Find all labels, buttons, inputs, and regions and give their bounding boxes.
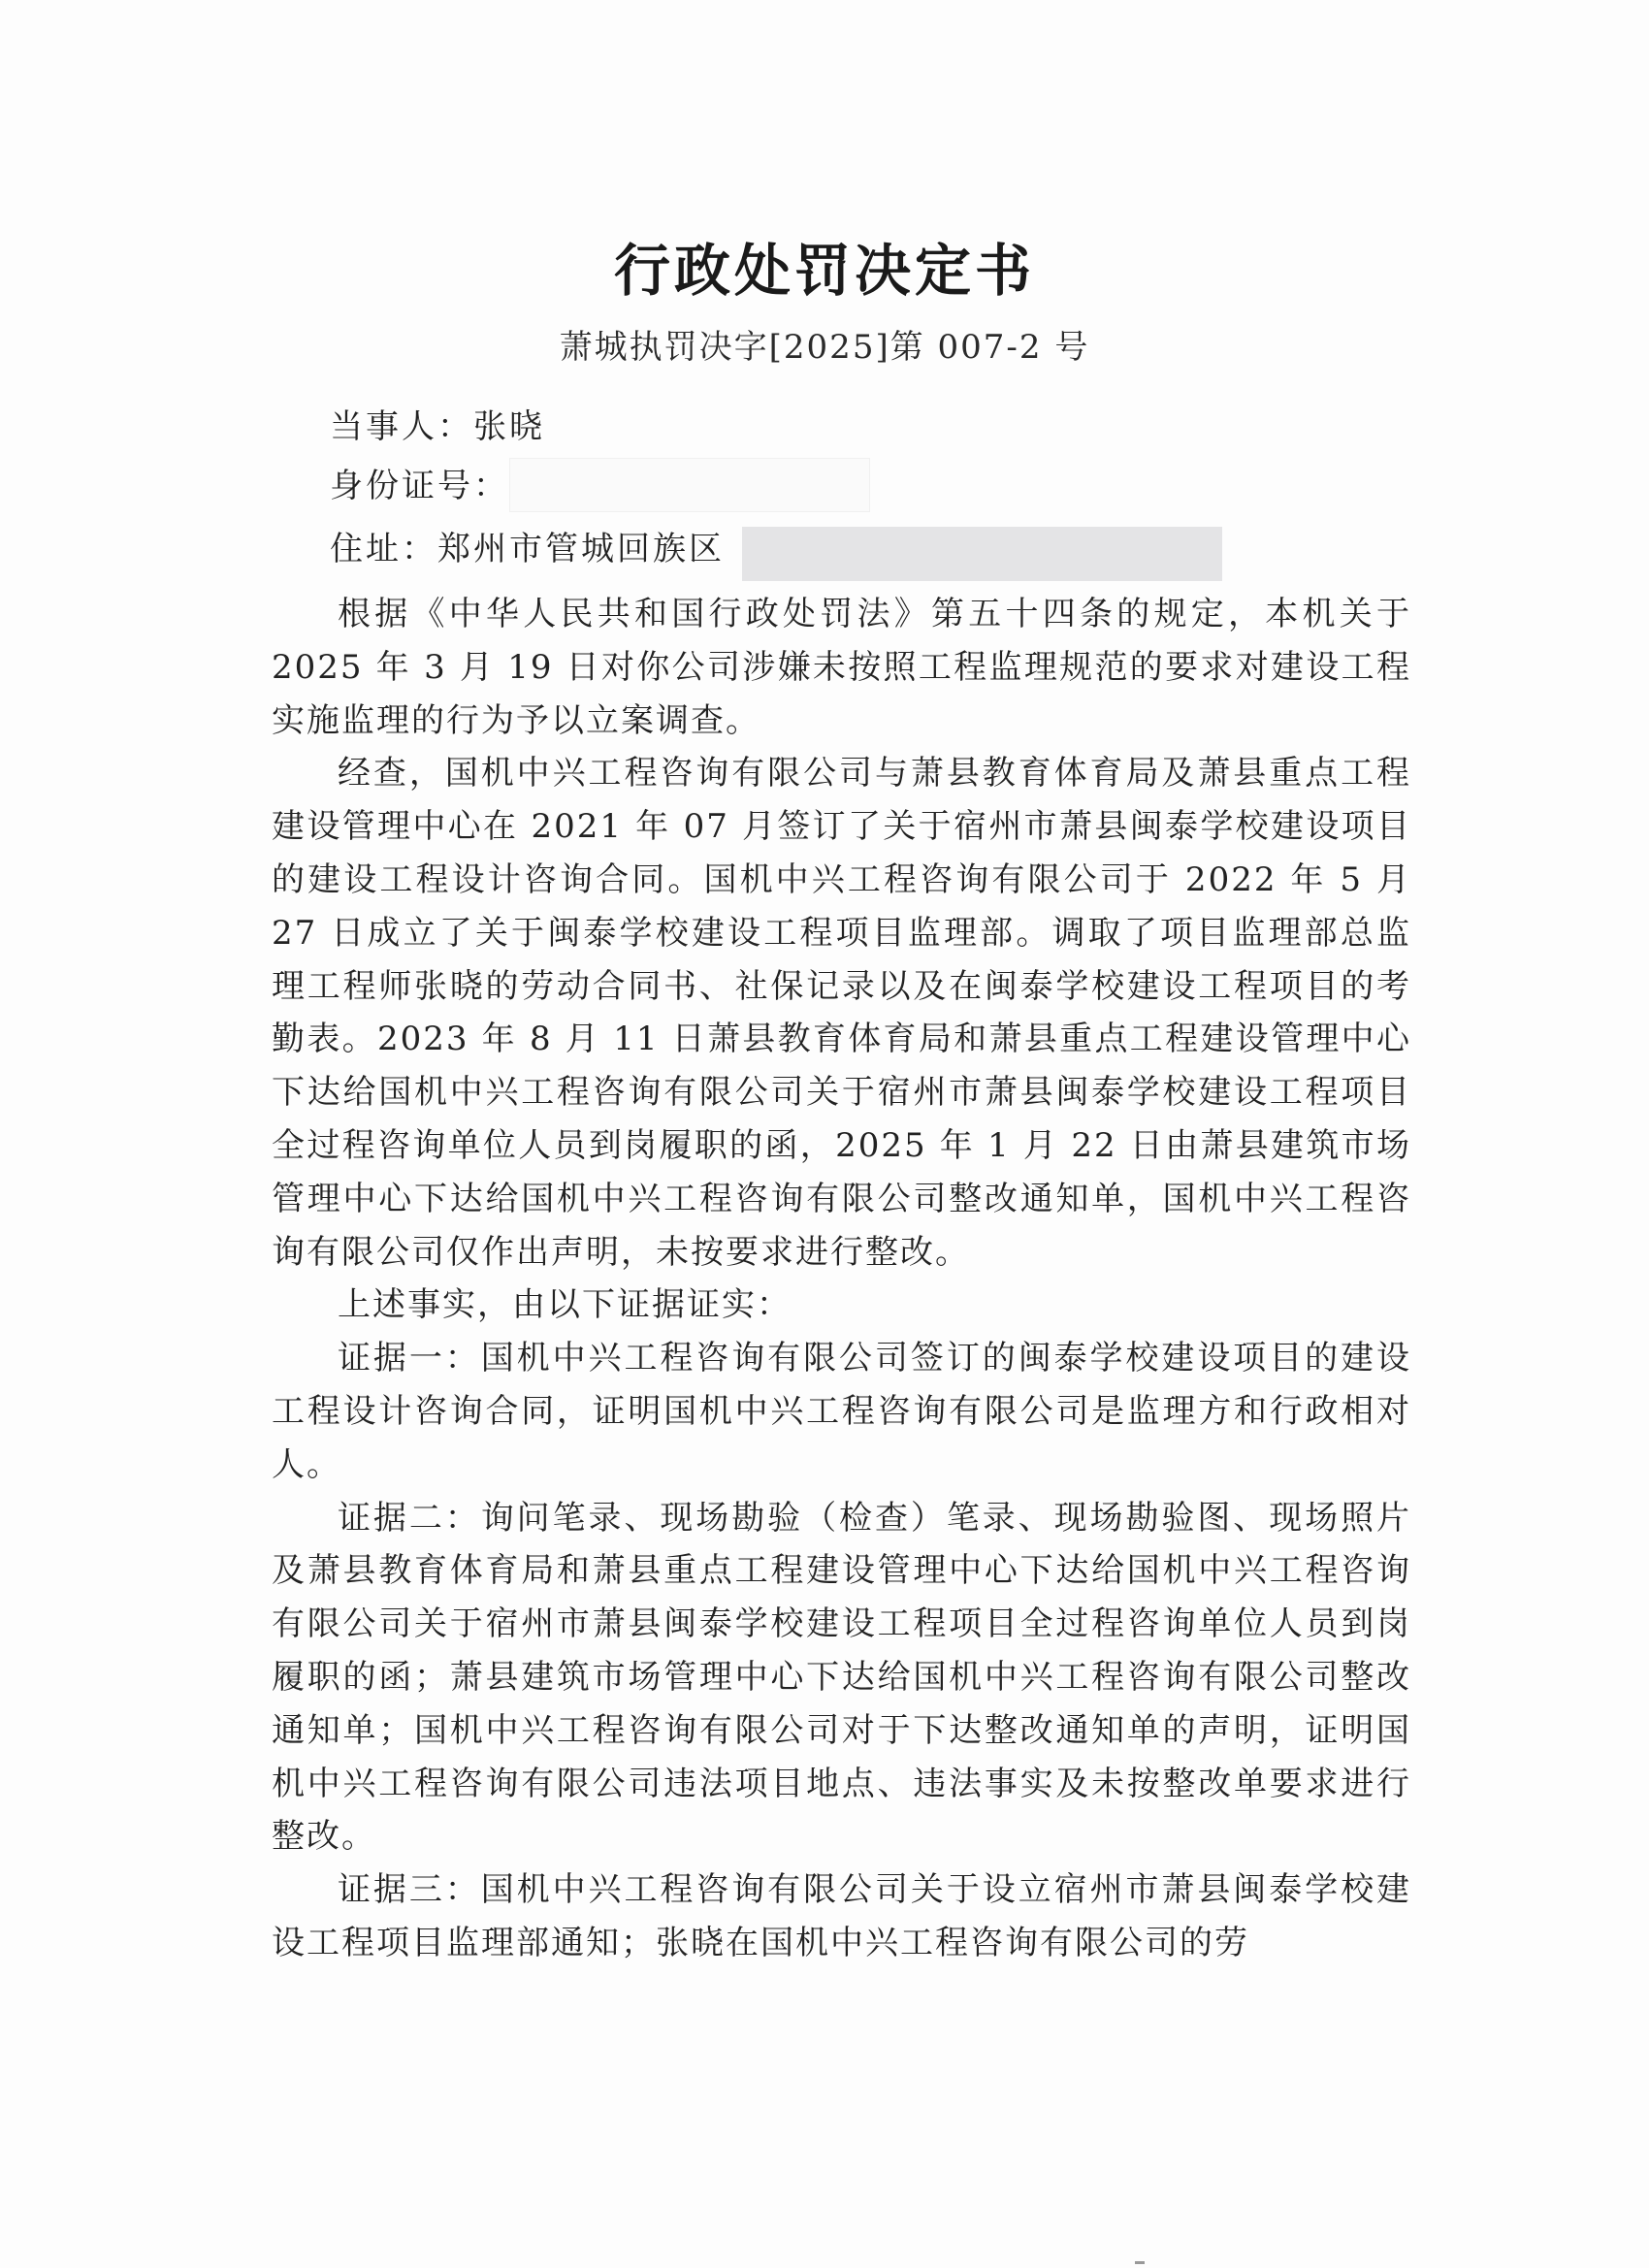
paragraph-evidence-2: 证据二：询问笔录、现场勘验（检查）笔录、现场勘验图、现场照片及萧县教育体育局和萧县重点工程建设管理中心下达给国机中兴工程咨询有限公司关于宿州市萧县闽泰学校建设工程项目全过程咨询单位人员到岗履职的函；萧县建筑市场管理中心下达给国机中兴工程咨询有限公司整改通知单；国机中兴工程咨询有限公司对于下达整改通知单的声明，证明国机中兴工程咨询有限公司违法项目地点、违法事实及未按整改单要求进行整改。 [272, 1498, 1411, 1857]
paragraph-evidence-intro: 上述事实，由以下证据证实： [338, 1285, 792, 1325]
paragraph-evidence-1: 证据一：国机中兴工程咨询有限公司签订的闽泰学校建设项目的建设工程设计咨询合同，证明国机中兴工程咨询有限公司是监理方和行政相对人。 [272, 1339, 1411, 1484]
party-field: 当事人：张晓 [330, 407, 545, 446]
paragraph-evidence-3: 证据三：国机中兴工程咨询有限公司关于设立宿州市萧县闽泰学校建设工程项目监理部通知；张晓在国机中兴工程咨询有限公司的劳 [272, 1870, 1411, 1962]
scan-mark [1135, 2261, 1145, 2264]
paragraph-investigation: 经查，国机中兴工程咨询有限公司与萧县教育体育局及萧县重点工程建设管理中心在 2021 年 07 月签订了关于宿州市萧县闽泰学校建设项目的建设工程设计咨询合同。国机中兴工程咨询有限公司于 2022 年 5 月 27 日成立了关于闽泰学校建设工程项目监理部。调取了项目监理部总监理工程师张晓的劳动合同书、社保记录以及在闽泰学校建设工程项目的考勤表。2023 年 8 月 11 日萧县教育体育局和萧县重点工程建设管理中心下达给国机中兴工程咨询有限公司关于宿州市萧县闽泰学校建设工程项目全过程咨询单位人员到岗履职的函，2025 年 1 月 22 日由萧县建筑市场管理中心下达给国机中兴工程咨询有限公司整改通知单，国机中兴工程咨询有限公司仅作出声明，未按要求进行整改。 [272, 754, 1411, 1272]
address-redaction [742, 527, 1222, 581]
document-number: 萧城执罚决字[2025]第 007-2 号 [559, 328, 1090, 367]
paragraph-case-filing: 根据《中华人民共和国行政处罚法》第五十四条的规定，本机关于 2025 年 3 月 19 日对你公司涉嫌未按照工程监理规范的要求对建设工程实施监理的行为予以立案调查。 [272, 595, 1411, 740]
id-number-label: 身份证号： [330, 467, 509, 505]
id-number-redaction [509, 458, 870, 512]
address-field: 住址：郑州市管城回族区 [330, 530, 725, 568]
document-title: 行政处罚决定书 [613, 238, 1035, 304]
document-body [272, 588, 1411, 1970]
